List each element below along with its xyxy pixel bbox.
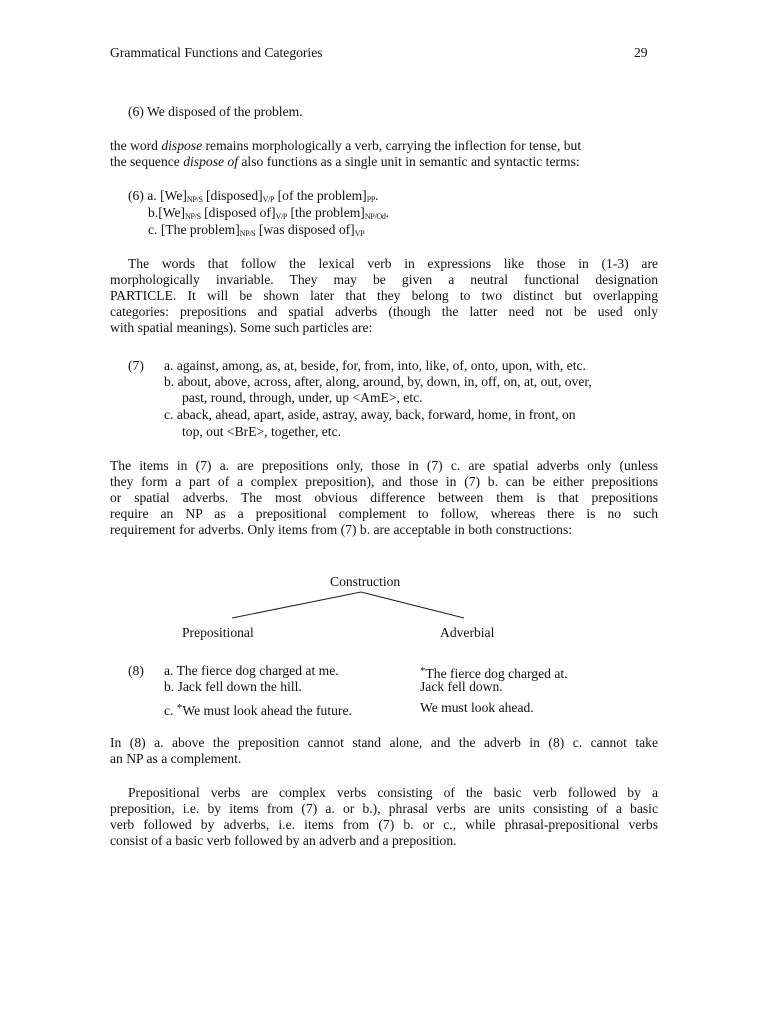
- para2: The words that follow the lexical verb in expressions like those in (1-3) are morphologically invariable. They may be given a neutral functional designation PARTICLE. It will be shown later that they belong to two distinct but overlapping categories: prepositions and spatial adverbs (though the latter need not be used only with spatial meanings). Some such particles are:: [110, 256, 658, 335]
- para4: In (8) a. above the preposition cannot stand alone, and the adverb in (8) c. cannot take an NP as a complement.: [110, 735, 658, 766]
- example-7a: a. against, among, as, at, beside, for, from, into, like, of, onto, upon, with, etc.: [164, 358, 586, 373]
- para1-line2: the sequence dispose of also functions as a single unit in semantic and syntactic terms:: [110, 154, 580, 169]
- example-8b-left: b. Jack fell down the hill.: [164, 679, 302, 694]
- para1-line1: the word dispose remains morphologically a verb, carrying the inflection for tense, but: [110, 138, 582, 153]
- example-6b: $b.[We]_{NP/S}$ [disposed $of]_{V/P}$ [the $problem]_{NP/Od}$.: [148, 205, 389, 221]
- para3: The items in (7) a. are prepositions only, those in (7) c. are spatial adverbs only (unless they form a part of a complex preposition), and those in (7) b. can be either prepositions or spatial adverbs. The most obvious difference between them is that prepositions require an NP as a prepositional complement to follow, whereas there is no such requirement for adverbs. Only items from (7) b. are acceptable in both constructions:: [110, 458, 658, 537]
- example-8-number: (8): [128, 663, 144, 678]
- example-7b-line1: b. about, above, across, after, along, around, by, down, in, off, on, at, out, over,: [164, 374, 592, 389]
- example-6-intro: (6) We disposed of the problem.: [128, 104, 303, 119]
- page-number: 29: [634, 45, 648, 60]
- tree-root-label: Construction: [330, 574, 401, 589]
- example-8a-left: a. The fierce dog charged at me.: [164, 663, 339, 678]
- tree-branch-right: [361, 592, 464, 618]
- example-7c-line2: top, out <BrE>, together, etc.: [182, 424, 341, 439]
- tree-branch-left: [232, 592, 361, 618]
- example-7-number: (7): [128, 358, 144, 373]
- example-7c-line1: c. aback, ahead, apart, aside, astray, away, back, forward, home, in front, on: [164, 407, 576, 422]
- example-7b-line2: past, round, through, under, up <AmE>, etc.: [182, 390, 423, 405]
- tree-right-label: Adverbial: [440, 625, 495, 640]
- tree-left-label: Prepositional: [182, 625, 254, 640]
- example-6c: c. [The $problem]_{NP/S}$ [was disposed $of]_{VP}$: [148, 222, 365, 238]
- example-8a-right: *The fierce dog charged at.: [420, 665, 568, 681]
- running-title: Grammatical Functions and Categories: [110, 45, 323, 60]
- example-8b-right: Jack fell down.: [420, 679, 503, 694]
- example-8c-right: We must look ahead.: [420, 700, 534, 715]
- example-6a: (6) a. $[We]_{NP/S}$ $[disposed]_{V/P}$ [of the $problem]_{PP}$.: [128, 188, 379, 204]
- example-8c-left: c. *We must look ahead the future.: [164, 702, 352, 718]
- para5: Prepositional verbs are complex verbs consisting of the basic verb followed by a preposition, i.e. by items from (7) a. or b.), phrasal verbs are units consisting of a basic verb followed by adverbs, i.e. items from (7) b. or c., while phrasal-prepositional verbs consist of a basic verb followed by an adverb and a preposition.: [110, 785, 658, 848]
